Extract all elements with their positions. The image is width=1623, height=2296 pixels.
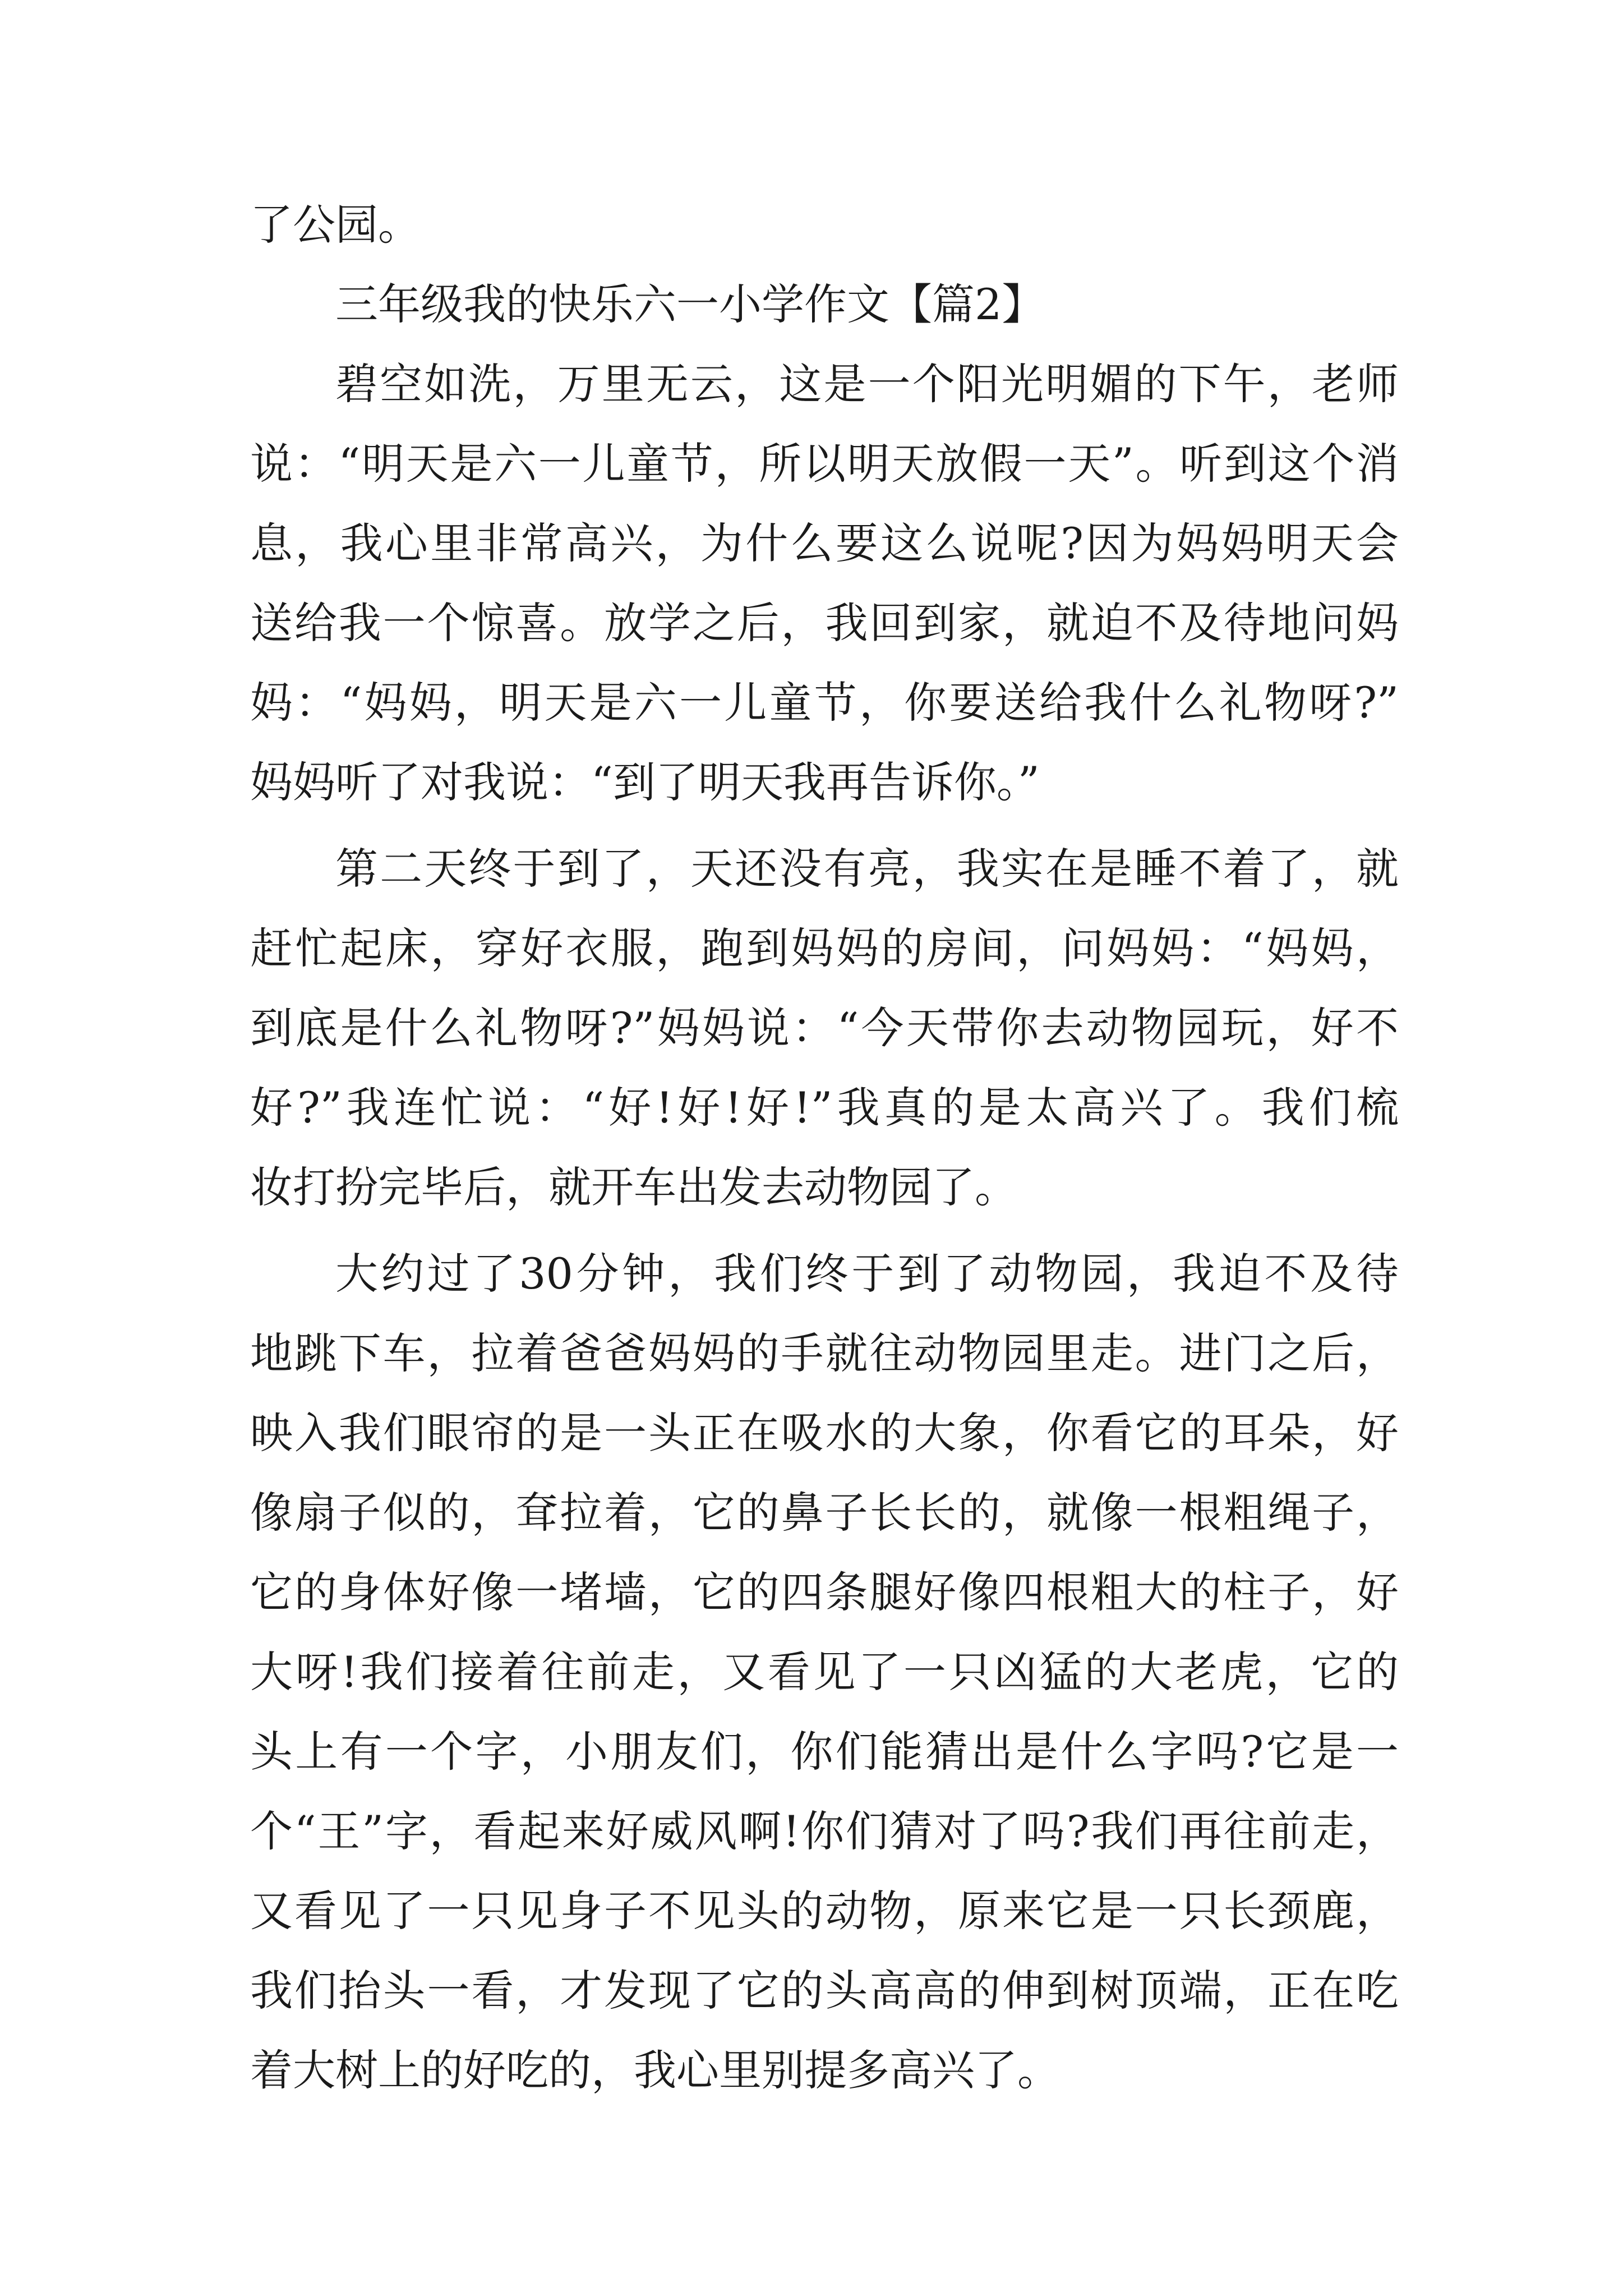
text-line: 大约过了30分钟，我们终于到了动物园，我迫不及待 [335,1249,1399,1299]
paragraph-2 [250,829,1399,1227]
text-line: 息，我心里非常高兴，为什么要这么说呢?因为妈妈明天会 [250,518,1399,568]
text-line: 着大树上的好吃的，我心里别提多高兴了。 [250,2045,1060,2095]
text-line: 又看见了一只见身子不见头的动物，原来它是一只长颈鹿， [250,1886,1399,1936]
text-line: 赶忙起床，穿好衣服，跑到妈妈的房间，问妈妈：“妈妈， [250,923,1399,973]
document-body [250,185,1399,2110]
continuation-line: 了公园。 [250,200,421,250]
text-line: 好?”我连忙说：“好!好!好!”我真的是太高兴了。我们梳 [250,1083,1399,1133]
text-line: 它的身体好像一堵墙，它的四条腿好像四根粗大的柱子，好 [250,1567,1399,1617]
text-line: 地跳下车，拉着爸爸妈妈的手就往动物园里走。进门之后， [250,1328,1399,1378]
text-line: 到底是什么礼物呀?”妈妈说：“今天带你去动物园玩，好不 [250,1003,1399,1053]
text-line: 说：“明天是六一儿童节，所以明天放假一天”。听到这个消 [250,439,1399,489]
text-line: 妈妈听了对我说：“到了明天我再告诉你。” [250,757,1040,807]
text-line: 像扇子似的，耷拉着，它的鼻子长长的，就像一根粗绳子， [250,1488,1399,1538]
paragraph-3 [250,1234,1399,2110]
text-line: 映入我们眼帘的是一头正在吸水的大象，你看它的耳朵，好 [250,1408,1399,1458]
text-line: 碧空如洗，万里无云，这是一个阳光明媚的下午，老师 [335,359,1399,409]
text-line: 送给我一个惊喜。放学之后，我回到家，就迫不及待地问妈 [250,598,1399,648]
section-heading: 三年级我的快乐六一小学作文【篇2】 [335,279,1045,329]
text-line: 我们抬头一看，才发现了它的头高高的伸到树顶端，正在吃 [250,1966,1399,2016]
text-line: 妈：“妈妈，明天是六一儿童节，你要送给我什么礼物呀?” [250,678,1399,728]
text-line: 头上有一个字，小朋友们，你们能猜出是什么字吗?它是一 [250,1727,1399,1777]
paragraph-1 [250,344,1399,822]
text-line: 个“王”字，看起来好威风啊!你们猜对了吗?我们再往前走， [250,1806,1399,1856]
text-line: 大呀!我们接着往前走，又看见了一只凶猛的大老虎，它的 [250,1647,1399,1697]
text-line: 妆打扮完毕后，就开车出发去动物园了。 [250,1162,1017,1212]
text-line: 第二天终于到了，天还没有亮，我实在是睡不着了，就 [335,844,1399,894]
